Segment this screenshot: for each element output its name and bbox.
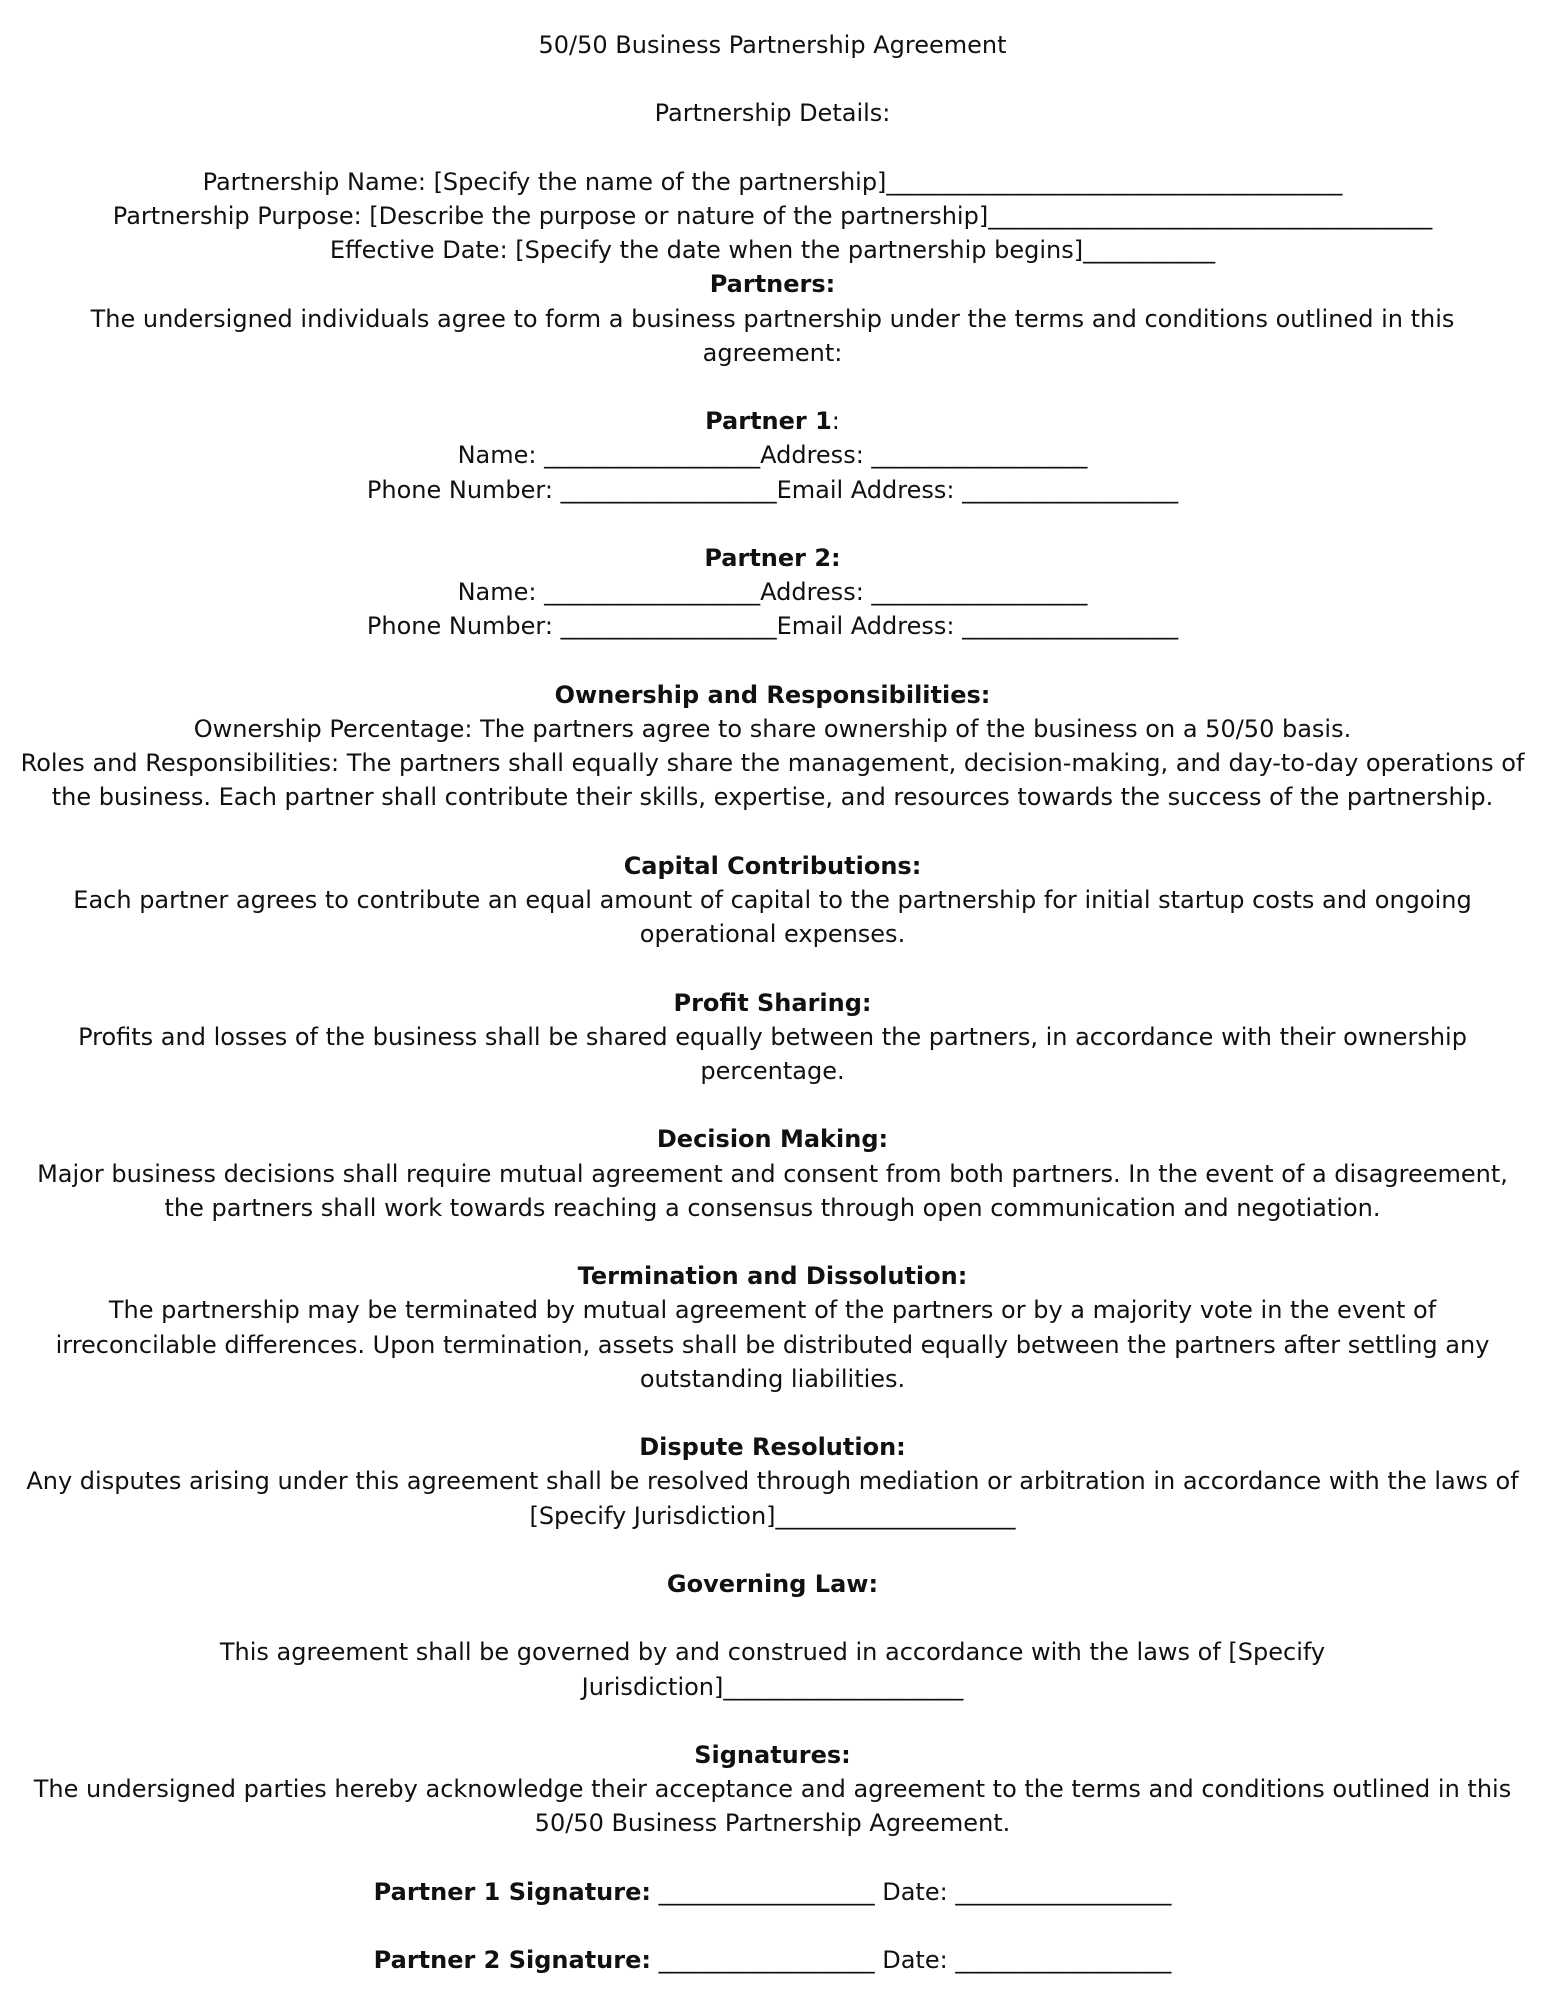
dispute-heading: Dispute Resolution: [639, 1433, 906, 1462]
signatures-text: The undersigned parties hereby acknowledge their acceptance and agreement to the terms and conditions outlined in this 50/50 Business Partnership Agreement. [33, 1775, 1512, 1838]
partner1-signature-label: Partner 1 Signature: [373, 1877, 651, 1906]
effective-date-line: Effective Date: [Specify the date when the partnership begins]___________ [329, 236, 1216, 265]
capital-heading: Capital Contributions: [623, 851, 922, 880]
ownership-heading: Ownership and Responsibilities: [554, 680, 991, 709]
decision-text: Major business decisions shall require mutual agreement and consent from both partners. In the event of a disagreement, the partners shall work towards reaching a consensus through open communication and negotiation. [37, 1159, 1508, 1222]
termination-text: The partnership may be terminated by mutual agreement of the partners or by a majority vote in the event of irreconcilable differences. Upon termination, assets shall be distributed equally between the partners after settling any outstanding liabilities. [55, 1296, 1490, 1393]
capital-text: Each partner agrees to contribute an equal amount of capital to the partnership for initial startup costs and ongoing operational expenses. [73, 885, 1472, 949]
decision-heading: Decision Making: [656, 1125, 889, 1154]
profit-heading: Profit Sharing: [673, 988, 872, 1017]
partner2-signature-blanks: __________________ Date: __________________ [650, 1946, 1172, 1975]
governing-heading: Governing Law: [666, 1569, 879, 1598]
partner1-heading: Partner 1 [705, 407, 832, 436]
agreement-document [0, 28, 1545, 1977]
partner2-heading: Partner 2: [704, 543, 841, 572]
partner1-signature-line [0, 1875, 1545, 1909]
profit-text: Profits and losses of the business shall be shared equally between the partners, in accordance with their ownership percentage. [78, 1022, 1467, 1085]
partnership-name-line: Partnership Name: [Specify the name of the partnership]______________________________________ [202, 167, 1343, 196]
governing-text: This agreement shall be governed by and construed in accordance with the laws of [Specify Jurisdiction]____________________ [219, 1638, 1326, 1701]
termination-heading: Termination and Dissolution: [577, 1262, 968, 1291]
partner1-heading-suffix: : [831, 407, 840, 436]
partner1-signature-blanks: __________________ Date: __________________ [650, 1877, 1172, 1906]
partners-intro: The undersigned individuals agree to form a business partnership under the terms and conditions outlined in this agreement: [90, 304, 1455, 367]
partner2-signature-line [0, 1943, 1545, 1977]
partner2-name-address: Name: __________________Address: __________________ [457, 578, 1088, 607]
roles-responsibilities: Roles and Responsibilities: The partners shall equally share the management, decision-making, and day-to-day operations of the business. Each partner shall contribute their skills, expertise, and resources towards the success of the partnership. [20, 749, 1525, 812]
partners-heading: Partners: [709, 270, 836, 299]
signatures-heading: Signatures: [694, 1740, 851, 1769]
partnership-purpose-line: Partnership Purpose: [Describe the purpose or nature of the partnership]_____________________________________ [112, 201, 1433, 230]
partner2-phone-email: Phone Number: __________________Email Address: __________________ [366, 612, 1179, 641]
document-title: 50/50 Business Partnership Agreement [538, 31, 1007, 59]
partner1-heading-line [0, 404, 1545, 438]
partner1-name-address: Name: __________________Address: __________________ [457, 441, 1088, 470]
partner1-phone-email: Phone Number: __________________Email Address: __________________ [366, 475, 1179, 504]
ownership-percentage: Ownership Percentage: The partners agree to share ownership of the business on a 50/50 basis. [193, 714, 1352, 743]
dispute-text: Any disputes arising under this agreement shall be resolved through mediation or arbitration in accordance with the laws of [Specify Jurisdiction]____________________ [26, 1467, 1519, 1530]
partner2-signature-label: Partner 2 Signature: [373, 1946, 651, 1975]
details-heading: Partnership Details: [654, 99, 891, 128]
